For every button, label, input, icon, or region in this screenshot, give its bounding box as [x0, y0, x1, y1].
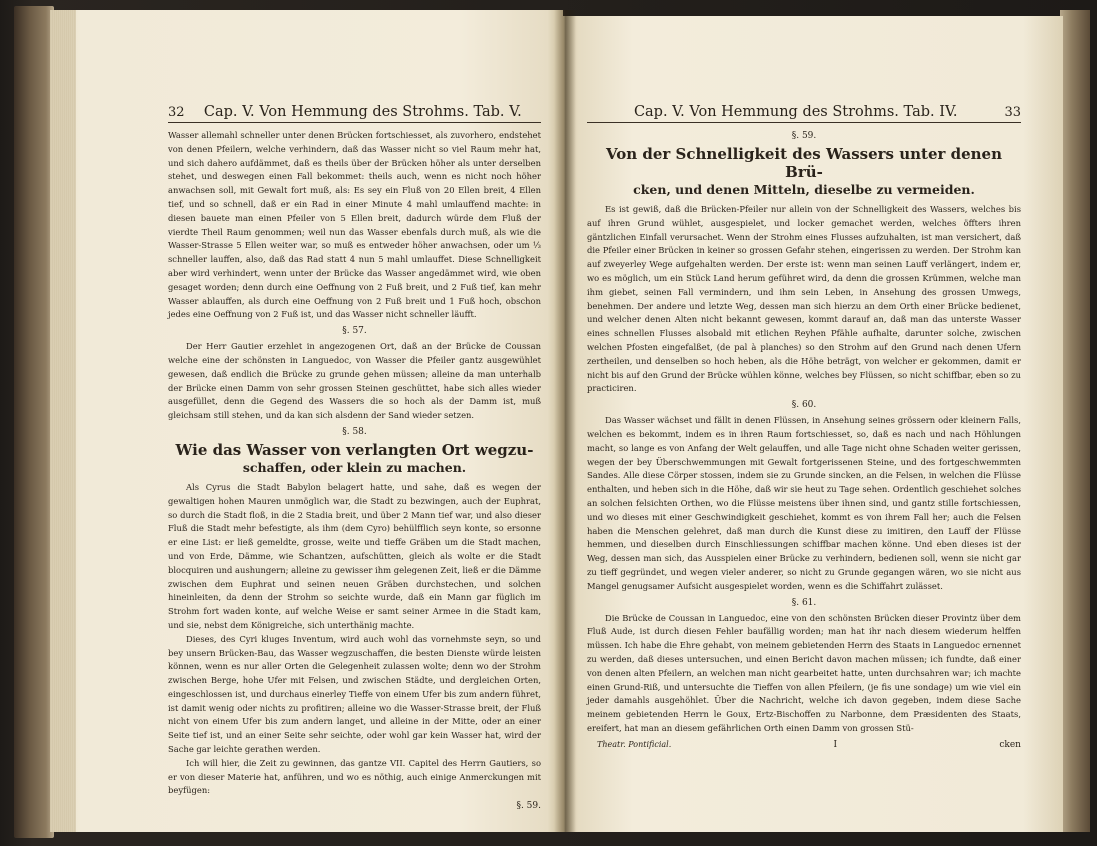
section-58-paragraph-1: Als Cyrus die Stadt Babylon belagert hatte, und sahe, daß es wegen der gewaltigen hohen Mauren unmöglich war, die Stadt zu bezwingen, auch der Euphrat, so durch die Stadt floß, in die 2 Stadia breit, und über 2 Mann tief war, und also dieser Fluß die Stadt mehr befestigte, als ihm (dem Cyro) behülfflich seyn konte, so ersonne er eine List: er ließ gemeldte, grosse, weite und tieffe Gräben um die Stadt machen, und von Erde, Dämme, wie Schantzen, aufschütten, gleich als wolte er die Stadt blocquiren und aushungern; alleine zu gewisser ihm gelegenen Zeit, ließ er die Dämme zwischen dem Euphrat und seinen neuen Gräben durchstechen, und solchen hineinleiten, da denn der Strohm so seichte wurde, daß ein Mann gar füglich im Strohm fort waden konte, auf welche Weise er samt seiner Armee in die Stadt kam, und sie, nebst dem Königreiche, sich unterthänig machte.: [168, 481, 541, 630]
right-running-head: [587, 104, 1021, 123]
section-58-heading-line2: schaffen, oder klein zu machen.: [242, 459, 467, 475]
left-running-head: [168, 104, 541, 123]
section-59-heading-line2: cken, und denen Mitteln, dieselbe zu vermeiden.: [633, 182, 975, 197]
right-page: [563, 16, 1063, 832]
section-60-paragraph: Das Wasser wächset und fällt in denen Flüssen, in Ansehung seines grössern oder kleinern Falls, welchen es bekommt, indem es in ihren Raum fortschiesset, so, daß es nach und nach Höhlungen macht, so lange es von Anfang der Welt gelauffen, und alle Tage nicht ohne Schaden weiter gerissen, wegen der bey Überschwemmungen mit Gewalt fortgerissenen Steine, und des fortgeschwemmten Sandes. Alle diese Cörper stossen, indem sie zu Grunde sincken, an die Felsen, in welchen die Flüsse enthalten, und heben sich in die Höhe, daß wir sie heut zu Tage sehen. Ordentlich geschiehet solches an solchen felsichten Orthen, wo die Flüsse meistens über ihnen sind, und gantz stille fortschiessen, und wo dieses mit einer Geschwindigkeit geschiehet, kommt es von ihrem Fall her; auch die Felsen haben die Menschen gelehret, daß man durch die Kunst diese zu imitiren, den Lauff der Flüsse hemmen, und dieselben durch Einschliessungen schiffbar machen könne. Und eben dieses ist der Weg, dessen man sich, das Ausspielen einer Brücke zu verhindern, bedienen soll, wenn sie nicht gar zu tieff gegründet, und wegen vieler anderer, so nicht zu Grunde gegangen wären, wo sie nicht aus Mangel genugsamer Aufsicht ausgespielet worden, wenn es die Schiffahrt zulässet.: [587, 415, 1021, 591]
right-body: [587, 129, 1021, 752]
section-59-heading: [587, 145, 1021, 199]
section-61-number: §. 61.: [791, 597, 817, 608]
signature-mark: I: [833, 739, 838, 750]
section-57-number: §. 57.: [342, 326, 367, 337]
left-page-number: 32: [168, 105, 185, 120]
section-58-heading: [168, 441, 541, 477]
left-running-title: Cap. V. Von Hemmung des Strohms. Tab. V.: [203, 104, 522, 120]
section-59-heading-line1: Von der Schnelligkeit des Wassers unter denen Brü-: [606, 145, 1002, 181]
section-59-paragraph: Es ist gewiß, daß die Brücken-Pfeiler nur allein von der Schnelligkeit des Wassers, welches bis auf ihren Grund wühlet, ausgespielet, und locker gemachet werden, welches öffters ihren gäntzlichen Einfall verursachet. Wenn der Strohm eines Flusses aufzuhalten, ist man versichert, daß die Pfeiler einer Brücken in keiner so grossen Gefahr stehen, eingerissen zu werden. Der Strohm kan auf zweyerley Wege aufgehalten werden. Der erste ist: wenn man seinen Lauff verlängert, indem er, wo es möglich, um ein Stück Land herum geführet wird, da denn die grossen Krümmen, welche man ihm giebet, seinen Fall vermindern, und ihm sein Leben, in Ansehung des grossen Umwegs, benehmen. Der andere und letzte Weg, dessen man sich hierzu an dem Orth einer Brücke bedienet, und welcher denen Alten nicht bekannt gewesen, kommt darauf an, daß man das unterste Wasser eines schnellen Flusses alsobald mit etlichen Reyhen Pfähle aufhalte, darunter solche, zwischen welchen Pfosten eingefalßet, (de pal à planches) so den Strohm auf den Grund nach denen Ufern zertheilen, und denselben so hoch heben, als die Höhe beträgt, von welcher er gekommen, damit er nicht bis auf den Grund der Brücke wühlen könne, welches bey Flüssen, so nicht schiffbar, eben so zu practiciren.: [587, 204, 1021, 394]
section-58-paragraph-2: Dieses, des Cyri kluges Inventum, wird auch wohl das vornehmste seyn, so und bey unsern Brücken-Bau, das Wasser wegzuschaffen, die besten Dienste würde leisten können, wenn es nur aller Orten die Gelegenheit zulassen wolte; denn wo der Strohm zwischen Berge, hohe Ufer mit Felsen, und zwischen Städte, und dergleichen Orten, eingeschlossen ist, und durchaus einerley Tieffe von einem Ufer bis zum andern führet, ist damit wenig oder nichts zu profitiren; alleine wo die Wasser-Strasse breit, der Fluß nicht von einem Ufer bis zum andern langet, und alleine in der Mitte, oder an einer Seite tief ist, und an einer Seite sehr seichte, oder wohl gar kein Wasser hat, wird der Sache gar leichte gerathen werden.: [168, 633, 541, 755]
section-58-paragraph-3: Ich will hier, die Zeit zu gewinnen, das gantze VII. Capitel des Herrn Gautiers, so er von dieser Materie hat, anführen, und wo es nöthig, auch einige Anmerckungen mit beyfügen:: [168, 757, 541, 796]
book-gutter-shadow: [554, 10, 576, 832]
section-59-number: §. 59.: [791, 131, 817, 141]
right-page-number: 33: [1004, 105, 1021, 120]
right-catchword: cken: [999, 739, 1021, 750]
right-page-footer: [587, 738, 1021, 753]
left-page-fore-edge: [50, 10, 76, 832]
section-60-number: §. 60.: [791, 400, 817, 411]
right-running-title: Cap. V. Von Hemmung des Strohms. Tab. IV.: [633, 104, 958, 120]
footer-note: Theatr. Pontificial.: [597, 739, 672, 749]
section-58-heading-line1: Wie das Wasser von verlangten Ort wegzu-: [175, 440, 534, 459]
section-58-number: §. 58.: [342, 426, 367, 437]
left-page: [50, 10, 563, 832]
continuation-paragraph: Wasser allemahl schneller unter denen Brücken fortschiesset, als zuvorhero, endstehet von denen Pfeilern, welche verhindern, daß das Wasser nicht so viel Raum mehr hat, und sich dahero aufdämmet, daß es theils über der Brücken höher als unter derselben stehet, und deswegen einen Fall bekommet: theils auch, wenn es nicht noch höher anwachsen soll, mit Gewalt fort muß, als: Es sey ein Fluß von 20 Ellen breit, 4 Ellen tief, und so schnell, daß er ein Rad in einer Minute 4 mahl umlauffend machte: in diesen bauete man einen Pfeiler von 5 Ellen breit, dadurch würde dem Fluß der vierdte Theil Raum genommen; weil nun das Wasser ebenfals durch muß, als wie die Wasser-Strasse 5 Ellen weiter war, so muß es entweder höher anwachsen, oder um ⅓ schneller lauffen, also, daß das Rad statt 4 nun 5 mahl umlauffet. Diese Schnelligkeit aber wird verhindert, wenn unter der Brücke das Wasser angedämmet wird, wie oben gesaget worden; denn durch eine Oeffnung von 2 Fuß breit, und 2 Fuß tief, kan mehr Wasser ablauffen, als durch eine Oeffnung von 2 Fuß breit und 1 Fuß hoch, obschon jedes eine Oeffnung von 2 Fuß ist, und das Wasser nicht schneller läufft.: [168, 130, 541, 320]
section-61-paragraph: Die Brücke de Coussan in Languedoc, eine von den schönsten Brücken dieser Provintz über dem Fluß Aude, ist durch diesen Fehler baufällig worden; man hat ihr nach diesem wiederum helffen müssen. Ich habe die Ehre gehabt, von meinem gebietenden Herrn des Staats in Languedoc ernennet zu werden, daß dieses untersuchen, und einen Bericht davon machen müssen; ich fundte, daß einer von denen alten Pfeilern, an welchen man nicht gearbeitet hatte, unten durchsahren war; ich machte einen Grund-Riß, und untersuchte die Tieffen von allen Pfeilern, (je fis une sondage) um wie viel ein jeder damahls ausgehöhlet. Über die Nachricht, welche ich davon gegeben, indem diese Sache meinem gebietenden Herrn le Goux, Ertz-Bischoffen zu Narbonne, dem Præsidenten des Staats, ereifert, hat man an diesem gefährlichen Orth einen Damm von grossen Stü-: [587, 612, 1021, 733]
book-cover-left-edge: [14, 6, 54, 838]
left-body: [168, 129, 541, 814]
left-catchword: §. 59.: [516, 801, 541, 812]
book-cover-right-edge: [1060, 10, 1090, 832]
section-57-paragraph: Der Herr Gautier erzehlet in angezogenen Ort, daß an der Brücke de Coussan welche eine der schönsten in Languedoc, von Wasser die Pfeiler gantz ausgewühlet gewesen, daß endlich die Brücke zu grunde gehen müssen; alleine da man unterhalb der Brücke einen Damm von sehr grossen Steinen geschüttet, habe sich alles wieder ausgefüllet, denn die Gegend des Wassers die so hoch als der Damm ist, muß gleichsam still stehen, und da kan sich alsdenn der Sand wieder setzen.: [168, 341, 541, 421]
